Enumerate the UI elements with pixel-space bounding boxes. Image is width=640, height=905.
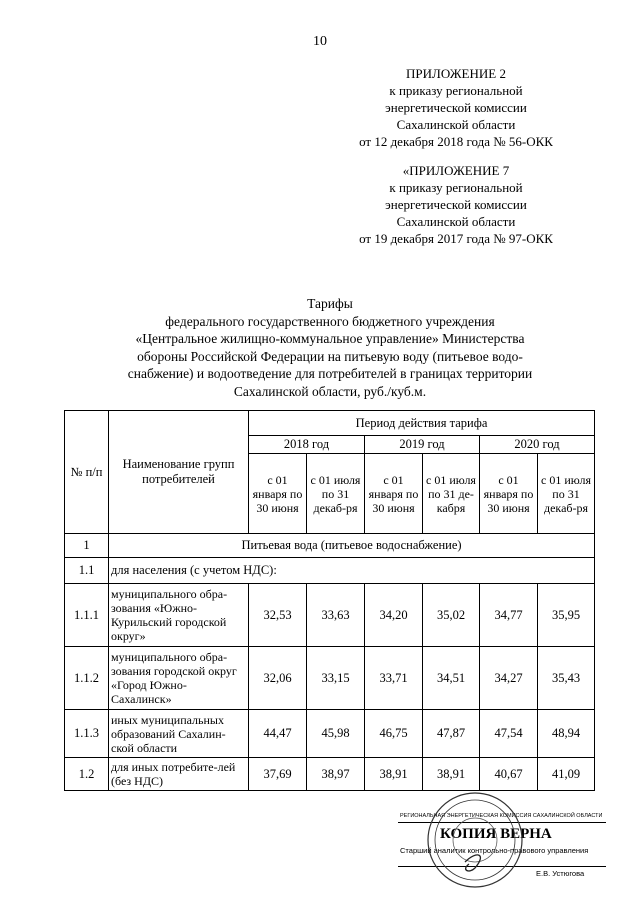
official-seal-icon — [425, 790, 525, 890]
tariff-value: 34,51 — [423, 647, 480, 710]
title-line: обороны Российской Федерации на питьевую воду (питьевое водо- — [137, 348, 523, 364]
appendix-line: от 19 декабря 2017 года № 97-ОКК — [359, 231, 553, 246]
header-year-2018: 2018 год — [249, 436, 365, 454]
title-line: федерального государственного бюджетного учреждения — [165, 313, 495, 329]
tariff-value: 34,27 — [480, 647, 538, 710]
tariff-value: 37,69 — [249, 758, 307, 791]
section-label: Питьевая вода (питьевое водоснабжение) — [109, 534, 595, 558]
header-half1: с 01 января по 30 июня — [249, 454, 307, 534]
tariff-value: 38,97 — [307, 758, 365, 791]
appendix-line: энергетической комиссии — [385, 100, 527, 115]
consumer-group: иных муниципальных образований Сахалин-ской области — [109, 710, 249, 758]
stamp-verified: КОПИЯ ВЕРНА — [440, 826, 552, 842]
tariff-value: 32,53 — [249, 584, 307, 647]
header-half2: с 01 июля по 31 декаб-ря — [538, 454, 595, 534]
appendix-2-header — [320, 65, 592, 150]
appendix-line: энергетической комиссии — [385, 197, 527, 212]
page-number: 10 — [313, 34, 327, 49]
title-line: «Центральное жилищно-коммунальное управление» Министерства — [135, 331, 525, 346]
tariff-value: 46,75 — [365, 710, 423, 758]
header-half2: с 01 июля по 31 де-кабря — [423, 454, 480, 534]
tariff-value: 38,91 — [423, 758, 480, 791]
stamp-position: Старший аналитик контрольно-правового управления — [400, 846, 589, 855]
table-row — [65, 758, 595, 791]
tariff-value: 41,09 — [538, 758, 595, 791]
consumer-group: муниципального обра-зования «Южно-Курильский городской округ» — [109, 584, 249, 647]
header-number: № п/п — [65, 411, 109, 534]
tariff-value: 33,15 — [307, 647, 365, 710]
header-year-2019: 2019 год — [365, 436, 480, 454]
subsection-row — [65, 558, 595, 584]
appendix-line: к приказу региональной — [389, 83, 523, 98]
appendix-line: к приказу региональной — [389, 180, 523, 195]
title-line: Тарифы — [307, 296, 353, 311]
tariff-value: 48,94 — [538, 710, 595, 758]
tariff-value: 35,95 — [538, 584, 595, 647]
tariff-value: 44,47 — [249, 710, 307, 758]
header-half1: с 01 января по 30 июня — [480, 454, 538, 534]
tariff-table — [64, 410, 595, 791]
appendix-line: ПРИЛОЖЕНИЕ 2 — [406, 66, 506, 81]
header-half2: с 01 июля по 31 декаб-ря — [307, 454, 365, 534]
appendix-7-header — [320, 162, 592, 247]
header-year-2020: 2020 год — [480, 436, 595, 454]
header-period: Период действия тарифа — [249, 411, 595, 436]
header-consumer-group: Наименование групп потребителей — [109, 411, 249, 534]
section-row — [65, 534, 595, 558]
tariff-value: 47,87 — [423, 710, 480, 758]
tariff-value: 47,54 — [480, 710, 538, 758]
row-number: 1.2 — [65, 758, 109, 791]
row-number: 1.1.3 — [65, 710, 109, 758]
row-number: 1.1.2 — [65, 647, 109, 710]
tariff-value: 33,71 — [365, 647, 423, 710]
tariff-value: 35,43 — [538, 647, 595, 710]
tariff-value: 34,77 — [480, 584, 538, 647]
tariff-value: 45,98 — [307, 710, 365, 758]
stamp-organization: РЕГИОНАЛЬНАЯ ЭНЕРГЕТИЧЕСКАЯ КОМИССИЯ САХАЛИНСКОЙ ОБЛАСТИ — [400, 813, 603, 819]
consumer-group: для иных потребите-лей (без НДС) — [109, 758, 249, 791]
title-line: Сахалинской области, руб./куб.м. — [233, 383, 427, 399]
tariff-value: 35,02 — [423, 584, 480, 647]
appendix-line: Сахалинской области — [396, 214, 516, 229]
consumer-group: муниципального обра-зования городской округ «Город Южно-Сахалинск» — [109, 647, 249, 710]
table-row — [65, 647, 595, 710]
appendix-line: от 12 декабря 2018 года № 56-ОКК — [359, 134, 553, 149]
tariff-value: 32,06 — [249, 647, 307, 710]
tariff-value: 40,67 — [480, 758, 538, 791]
stamp-name: Е.В. Устюгова — [536, 869, 585, 878]
tariff-value: 38,91 — [365, 758, 423, 791]
row-number: 1.1 — [65, 558, 109, 584]
appendix-line: Сахалинской области — [396, 117, 516, 132]
table-row — [65, 710, 595, 758]
tariff-value: 33,63 — [307, 584, 365, 647]
row-number: 1.1.1 — [65, 584, 109, 647]
header-half1: с 01 января по 30 июня — [365, 454, 423, 534]
title-line: снабжение) и водоотведение для потребителей в границах территории — [127, 366, 533, 381]
subsection-label: для населения (с учетом НДС): — [109, 558, 595, 584]
tariff-value: 34,20 — [365, 584, 423, 647]
row-number: 1 — [65, 534, 109, 558]
table-row — [65, 584, 595, 647]
document-title — [80, 295, 580, 400]
appendix-line: «ПРИЛОЖЕНИЕ 7 — [402, 163, 510, 178]
